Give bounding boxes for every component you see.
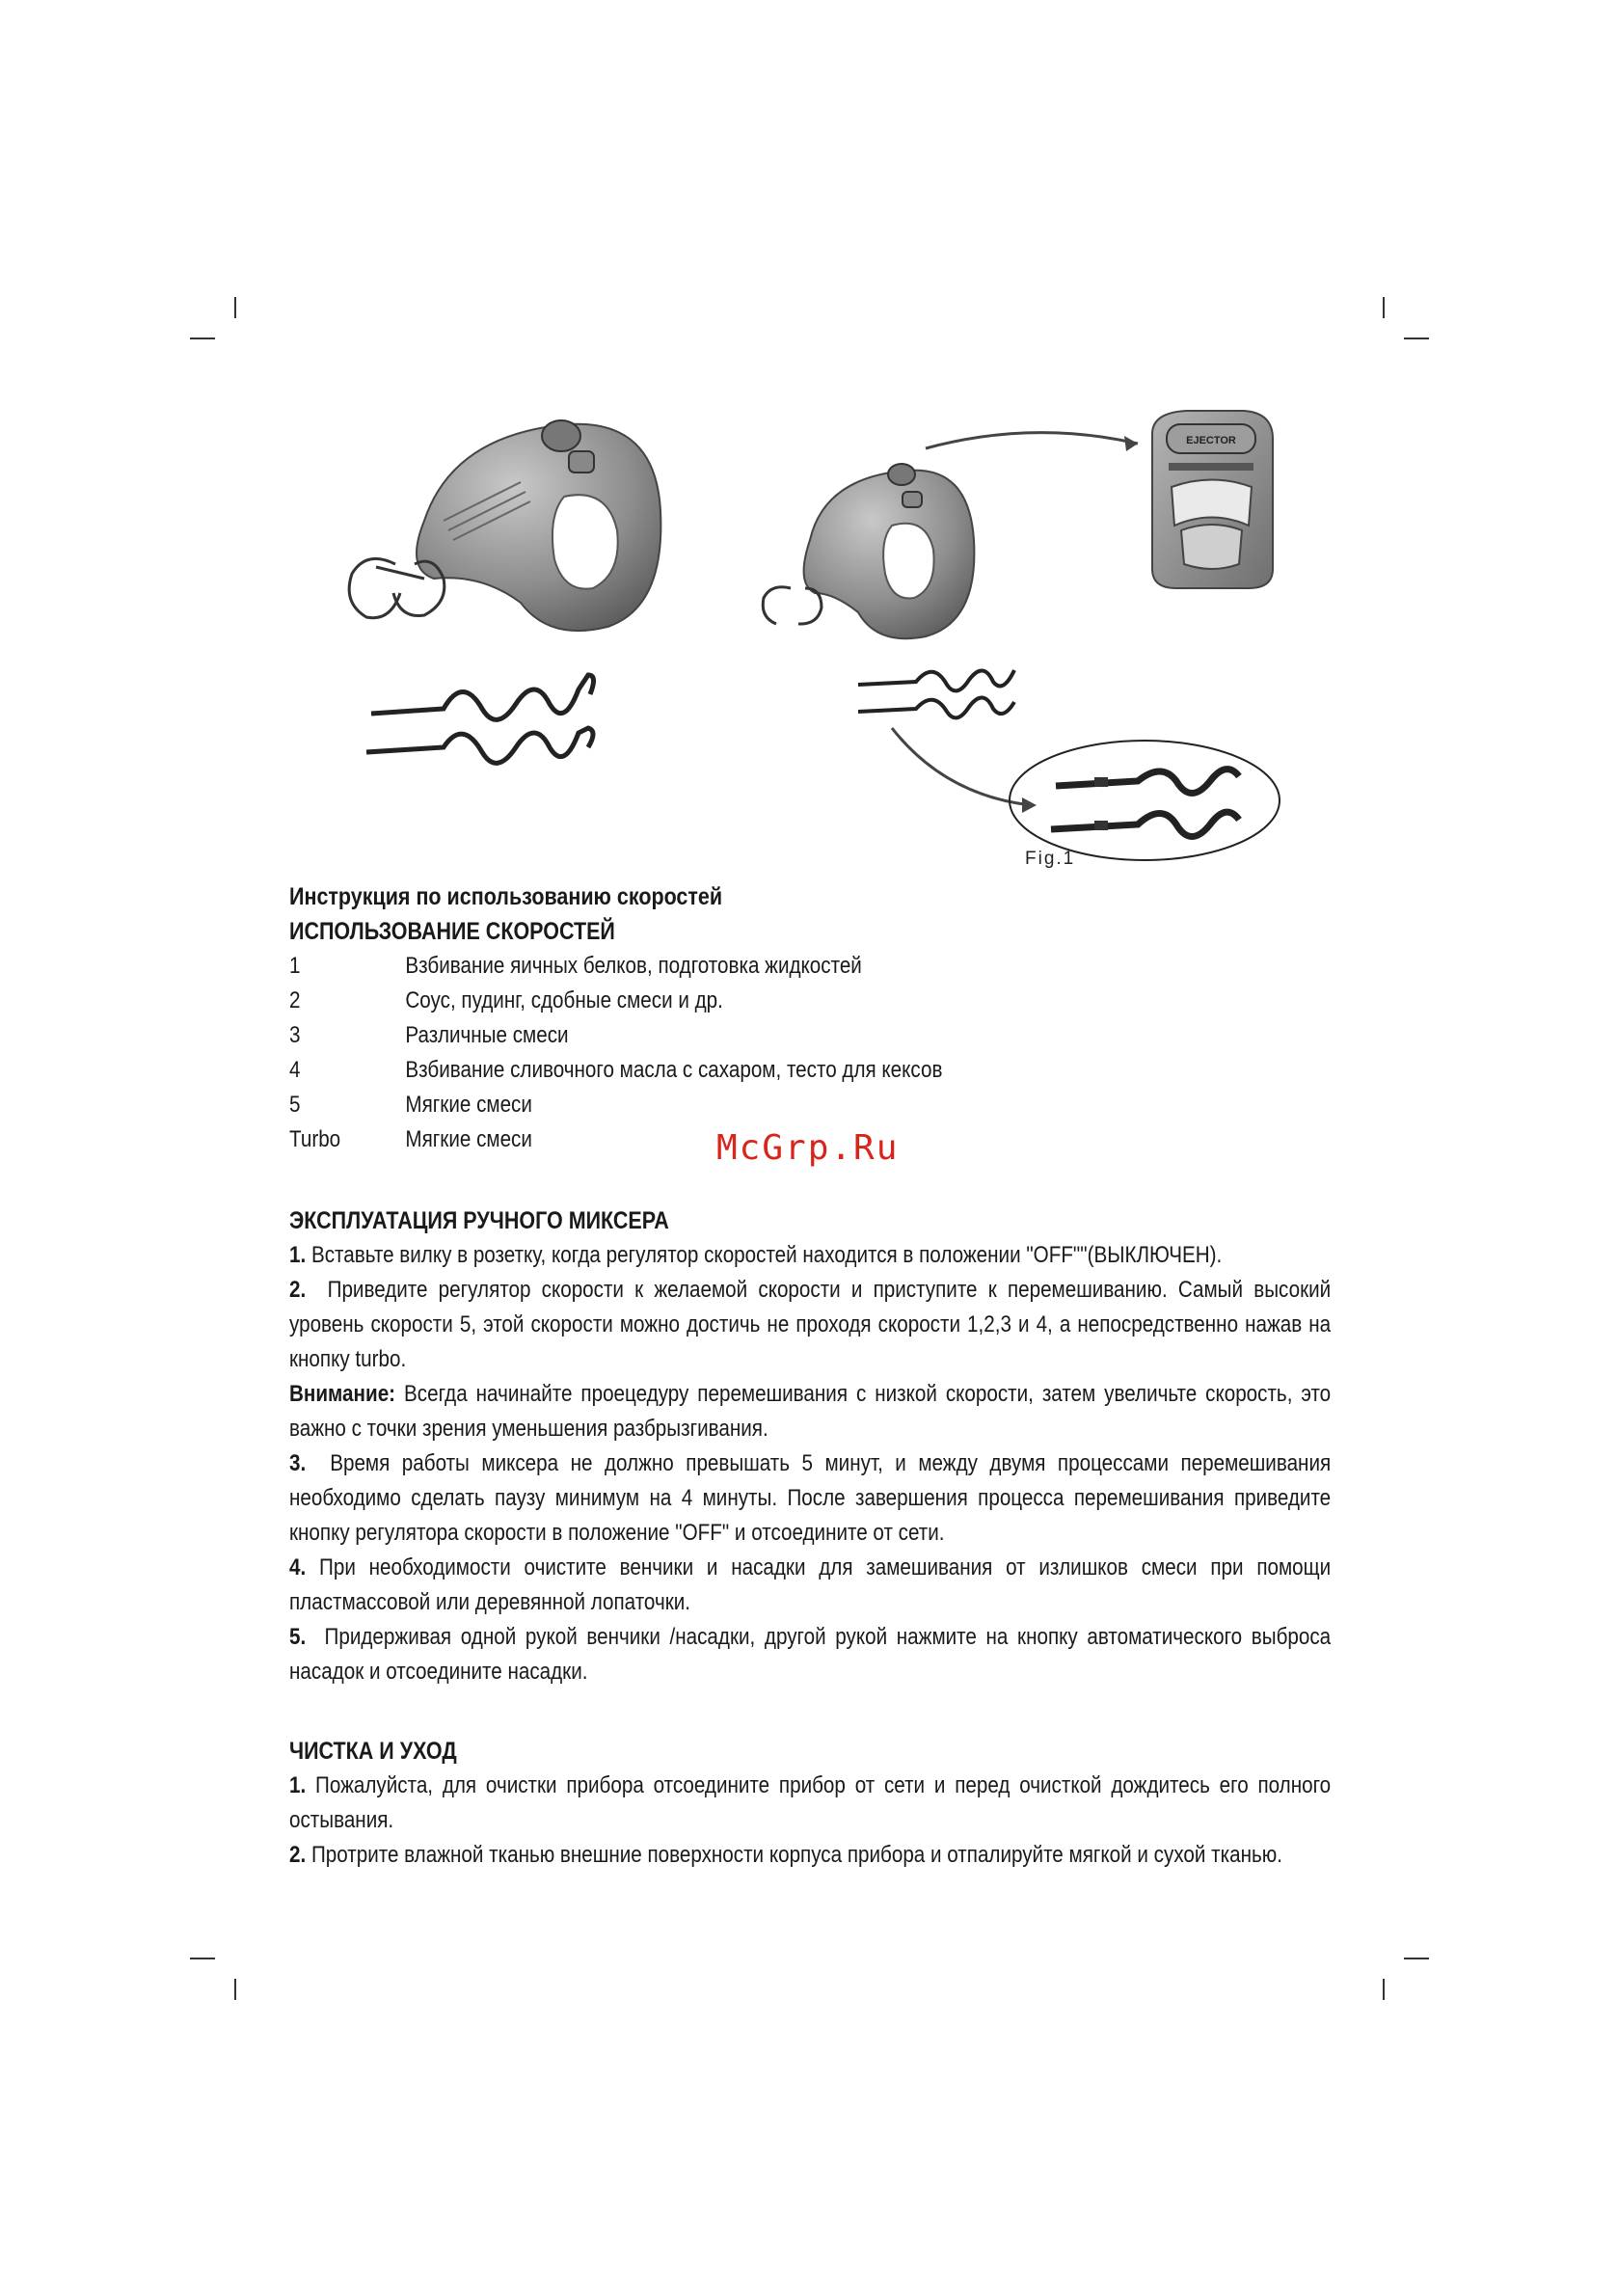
- item-text: Протрите влажной тканью внешние поверхности корпуса прибора и отпалируйте мягкой и сухой тканью.: [310, 1842, 1282, 1868]
- item-number: 3.: [289, 1450, 307, 1476]
- speed-description: Взбивание сливочного масла с сахаром, тесто для кексов: [405, 1057, 943, 1083]
- item-number: 1.: [289, 1242, 307, 1268]
- speed-description: Взбивание яичных белков, подготовка жидкостей: [405, 953, 862, 979]
- speed-description: Мягкие смеси: [405, 1126, 532, 1152]
- item-number: 2.: [289, 1842, 307, 1868]
- dough-hooks-right: [858, 670, 1014, 717]
- arrow-ejector: [926, 433, 1138, 448]
- crop-mark: [1404, 1958, 1429, 1959]
- speed-row: [289, 1018, 1331, 1053]
- item-text: Придерживая одной рукой венчики /насадки, другой рукой нажмите на кнопку автоматического выброса насадок и отсоедините насадки.: [289, 1624, 1332, 1685]
- speed-description: Мягкие смеси: [405, 1092, 532, 1118]
- arrow-head: [1124, 436, 1138, 451]
- speed-number: Turbo: [289, 1126, 341, 1152]
- speed-number: 5: [289, 1092, 301, 1118]
- operation-item: [289, 1446, 1331, 1551]
- arrow-head: [1022, 797, 1037, 813]
- mixer-right: [763, 464, 974, 638]
- crop-mark: [1383, 297, 1385, 318]
- operation-title: ЭКСПЛУАТАЦИЯ РУЧНОГО МИКСЕРА: [289, 1207, 669, 1234]
- speeds-subtitle: Инструкция по использованию скоростей: [289, 883, 723, 910]
- speed-number: 3: [289, 1022, 301, 1048]
- crop-mark: [1383, 1979, 1385, 2000]
- cleaning-title: ЧИСТКА И УХОД: [289, 1738, 457, 1765]
- operation-item: [289, 1620, 1331, 1689]
- operation-item: [289, 1238, 1331, 1273]
- crop-mark: [1404, 338, 1429, 339]
- ejector-closeup: [1152, 411, 1273, 588]
- watermark: McGrp.Ru: [716, 1128, 900, 1168]
- operation-item: [289, 1377, 1331, 1446]
- speed-row: [289, 984, 1331, 1018]
- mixer-illustration: [289, 395, 1311, 878]
- item-number: 5.: [289, 1624, 307, 1650]
- crop-mark: [190, 338, 215, 339]
- document-content: [289, 879, 1331, 1873]
- cleaning-item: [289, 1838, 1331, 1873]
- item-text: При необходимости очистите венчики и насадки для замешивания от излишков смеси при помощи пластмассовой или деревянной лопаточки.: [289, 1554, 1332, 1615]
- cleaning-item: [289, 1769, 1331, 1838]
- speeds-title: ИСПОЛЬЗОВАНИЕ СКОРОСТЕЙ: [289, 918, 615, 945]
- item-number: 4.: [289, 1554, 307, 1580]
- speed-description: Различные смеси: [405, 1022, 569, 1048]
- speed-number: 2: [289, 987, 301, 1013]
- item-text: Вставьте вилку в розетку, когда регулятор скоростей находится в положении "OFF""(ВЫКЛЮЧЕН).: [310, 1242, 1223, 1268]
- item-number: 1.: [289, 1772, 307, 1798]
- operation-item: [289, 1273, 1331, 1377]
- figure-label: Fig.1: [1025, 849, 1076, 869]
- item-number: 2.: [289, 1277, 307, 1303]
- ejector-label: EJECTOR: [1186, 435, 1236, 446]
- speed-number: 4: [289, 1057, 301, 1083]
- item-number: Внимание:: [289, 1381, 396, 1407]
- speed-number: 1: [289, 953, 301, 979]
- speed-row: [289, 1088, 1331, 1122]
- speed-row: [289, 1122, 1331, 1157]
- speed-description: Соус, пудинг, сдобные смеси и др.: [405, 987, 723, 1013]
- crop-mark: [190, 1958, 215, 1959]
- item-text: Пожалуйста, для очистки прибора отсоедините прибор от сети и перед очисткой дождитесь его полного остывания.: [289, 1772, 1332, 1833]
- mixer-figure: [289, 395, 1311, 878]
- speed-table: [289, 949, 1331, 1157]
- item-text: Приведите регулятор скорости к желаемой скорости и приступите к перемешиванию. Самый высокий уровень скорости 5, этой скорости можно достичь не проходя скорости 1,2,3 и 4, а непосредственно нажав на кнопку turbo.: [289, 1277, 1332, 1372]
- crop-mark: [234, 297, 236, 318]
- hooks-closeup: [1010, 741, 1280, 860]
- item-text: Всегда начинайте проецедуру перемешивания с низкой скорости, затем увеличьте скорость, это важно с точки зрения уменьшения разбрызгивания.: [289, 1381, 1332, 1442]
- operation-item: [289, 1551, 1331, 1620]
- item-text: Время работы миксера не должно превышать 5 минут, и между двумя процессами перемешивания необходимо сделать паузу минимум на 4 минуты. После завершения процесса перемешивания приведите кнопку регулятора скорости в положение "OFF" и отсоедините от сети.: [289, 1450, 1332, 1546]
- dough-hooks-left: [366, 675, 594, 763]
- speed-row: [289, 949, 1331, 984]
- mixer-left: [349, 420, 660, 631]
- speed-row: [289, 1053, 1331, 1088]
- crop-mark: [234, 1979, 236, 2000]
